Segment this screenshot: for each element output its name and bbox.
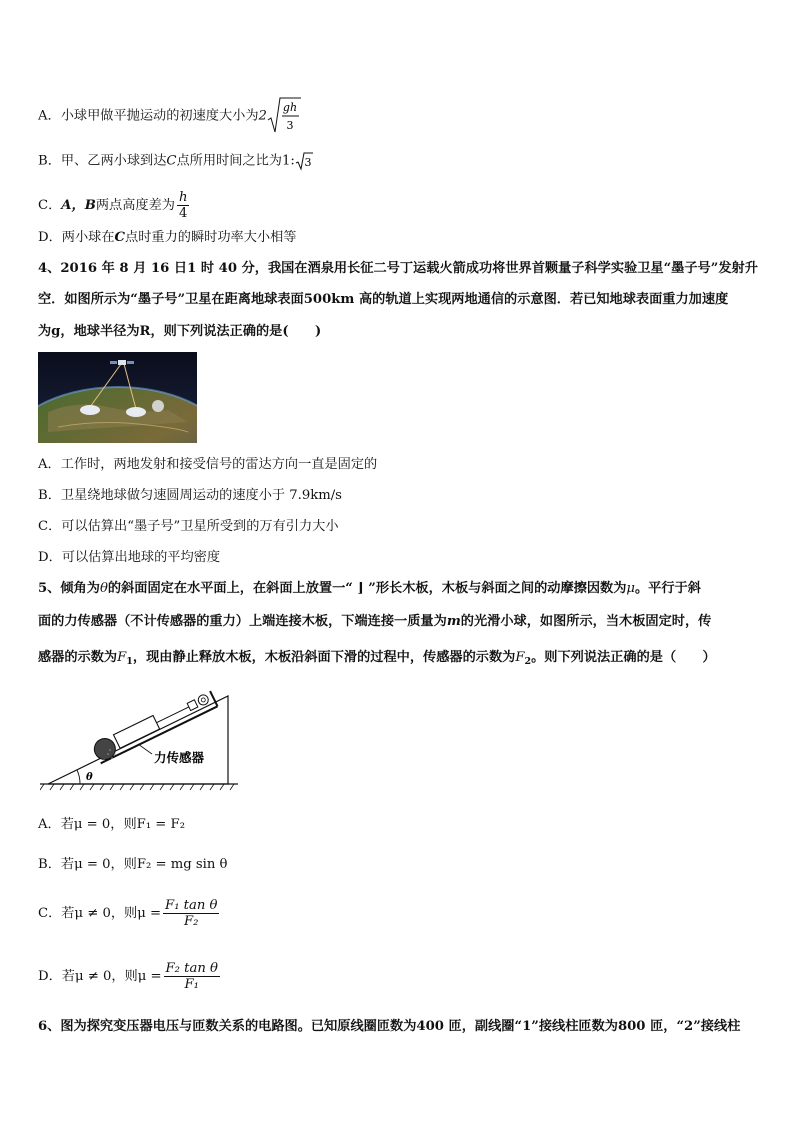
q4-option-d: D．可以估算出地球的平均密度	[38, 550, 221, 565]
q5-option-b: B．若μ = 0，则F₂ = mg sin θ	[38, 857, 228, 872]
q4-option-b: B．卫星绕地球做匀速圆周运动的速度小于 7.9km/s	[38, 488, 342, 503]
sqrt-fraction	[267, 96, 301, 136]
fraction-h-4: $\frac{h}{4}$	[178, 190, 188, 221]
satellite-photo	[38, 352, 197, 443]
q4-option-a: A．工作时，两地发射和接受信号的雷达方向一直是固定的	[38, 457, 378, 472]
incline-figure	[40, 684, 240, 796]
q5-stem-line2: 面的力传感器（不计传感器的重力）上端连接木板，下端连接一质量为m的光滑小球，如图所示，当木板固定时，传	[38, 614, 712, 629]
q4-stem-line3: 为g，地球半径为R，则下列说法正确的是( )	[38, 324, 322, 339]
q5-option-d: D．若μ ≠ 0，则μ = $\frac{\text{F₂ tan θ}}{\text{F₁}}$	[38, 961, 218, 992]
q4-option-c: C．可以估算出“墨子号”卫星所受到的万有引力大小	[38, 519, 339, 534]
svg-text:3: 3	[304, 156, 312, 169]
q3-option-b: B．甲、乙两小球到达C点所用时间之比为1: 3	[38, 151, 313, 171]
q5-stem-line3: 感器的示数为$F_1$，现由静止释放木板，木板沿斜面下滑的过程中，传感器的示数为$F_2$。则下列说法正确的是（ ）	[38, 650, 716, 667]
q3-option-a: A．小球甲做平抛运动的初速度大小为2 gh 3	[38, 96, 301, 136]
q4-stem-line2: 空．如图所示为“墨子号”卫星在距离地球表面500km 高的轨道上实现两地通信的示意图．若已知地球表面重力加速度	[38, 292, 729, 307]
q3-option-c: C．A，B两点高度差为 $\frac{h}{4}$	[38, 190, 188, 221]
q5-option-c: C．若μ ≠ 0，则μ = $\frac{\text{F₁ tan θ}}{\text{F₂}}$	[38, 898, 218, 929]
svg-text:3: 3	[286, 119, 294, 132]
sqrt-three	[295, 151, 313, 171]
svg-text:θ: θ	[86, 772, 93, 783]
fraction-d: $\frac{\text{F₂ tan θ}}{\text{F₁}}$	[165, 961, 218, 992]
q5-stem-line1: 5、倾角为θ的斜面固定在水平面上，在斜面上放置一“ ⌋ ”形长木板，木板与斜面之间的动摩擦因数为μ。平行于斜	[38, 581, 701, 596]
q5-option-a: A．若μ = 0，则F₁ = F₂	[38, 817, 185, 832]
svg-text:力传感器: 力传感器	[154, 750, 205, 765]
q4-stem-line1: 4、2016 年 8 月 16 日1 时 40 分，我国在酒泉用长征二号丁运载火箭成功将世界首颗量子科学实验卫星“墨子号”发射升	[38, 261, 758, 276]
fraction-c: $\frac{\text{F₁ tan θ}}{\text{F₂}}$	[165, 898, 218, 929]
q6-stem-line1: 6、图为探究变压器电压与匝数关系的电路图。已知原线圈匝数为400 匝，副线圈“1”接线柱匝数为800 匝，“2”接线柱	[38, 1019, 741, 1034]
q3-option-d: D．两小球在C点时重力的瞬时功率大小相等	[38, 230, 297, 245]
svg-text:gh: gh	[282, 101, 297, 114]
